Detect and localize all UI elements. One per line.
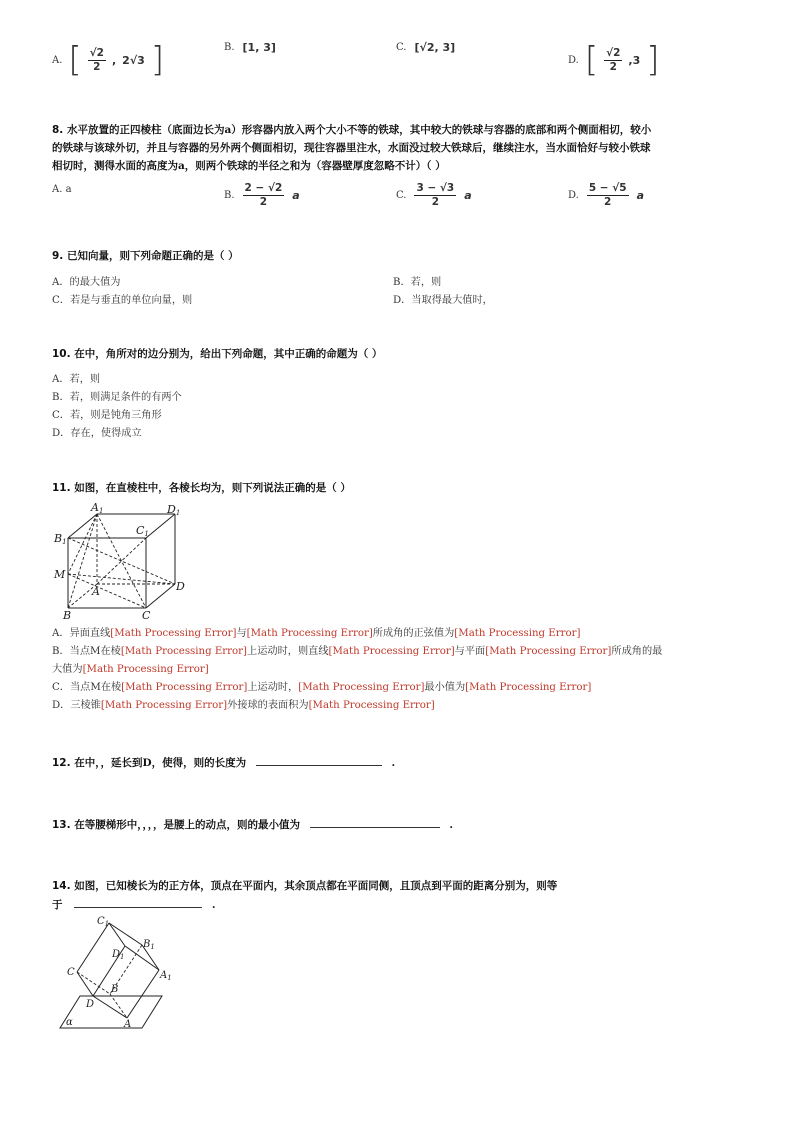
q12-period: . <box>391 757 396 769</box>
q7-option-c <box>396 41 455 54</box>
q7-b-label: B. <box>224 42 235 53</box>
edge-c1-b1 <box>109 923 142 945</box>
q10-stem <box>52 345 382 363</box>
q13-text: 在等腰梯形中，，，，是腰上的动点，则的最小值为 <box>74 819 301 831</box>
q7-d-fraction <box>604 47 622 74</box>
q11-prism-figure <box>50 500 190 620</box>
q11-d-text-2: 外接球的表面积为 <box>227 700 309 711</box>
label-d1: D1 <box>167 503 181 517</box>
q10-option-a: A．若，则 <box>52 374 101 385</box>
q8-b-denominator: 2 <box>259 196 268 208</box>
math-error: [Math Processing Error] <box>298 682 425 693</box>
hidden-line-a-c1 <box>97 538 146 584</box>
math-error: [Math Processing Error] <box>100 700 228 711</box>
q9-option-d: D．当取得最大值时， <box>393 295 493 306</box>
q11-b-text-2: 上运动时，则直线 <box>247 646 329 657</box>
math-error: [Math Processing Error] <box>308 700 435 711</box>
q12-text: 在中，，延长到D，使得，则的长度为 <box>74 757 247 769</box>
q12-number: 12. <box>52 757 71 769</box>
label-c: C <box>142 609 151 620</box>
q8-c-denominator: 2 <box>431 196 439 208</box>
edge-a1-b1 <box>68 514 97 538</box>
q7-a-separator: , <box>111 53 117 67</box>
q8-c-numerator: 3 − √3 <box>416 182 455 194</box>
q11-b-text-1: B．当点M在棱 <box>52 646 121 657</box>
q9-number: 9. <box>52 250 64 262</box>
q7-c-value: [√2, 3] <box>414 41 456 54</box>
q7-a-label: A. <box>52 54 63 66</box>
left-bracket: [ <box>68 40 82 80</box>
q14-line-1: 如图，已知棱长为的正方体，顶点在平面内，其余顶点都在平面同侧，且顶点到平面的距离分别为，则等 <box>74 880 558 892</box>
q11-option-c <box>52 679 591 697</box>
math-error: [Math Processing Error] <box>110 628 237 639</box>
label-c: C <box>67 967 75 978</box>
q8-b-variable: a <box>292 189 300 202</box>
math-error: [Math Processing Error] <box>120 646 248 657</box>
q8-c-fraction <box>414 182 456 209</box>
q8-line-2: 的铁球与该球外切，并且与容器的另外两个侧面相切，现往容器里注水，水面没过较大铁球后，继续注水，当水面恰好与较小铁球 <box>52 142 651 154</box>
q8-stem <box>52 121 752 175</box>
q8-option-b <box>224 182 300 209</box>
q9-option-b: B．若，则 <box>393 277 442 288</box>
q11-b-text-5: 大值为 <box>52 664 83 675</box>
q7-d-upper: ,3 <box>628 53 641 67</box>
q12-stem <box>52 753 395 772</box>
right-bracket: ] <box>646 40 660 80</box>
edge-a1-a <box>127 970 159 1018</box>
label-m: M <box>54 568 66 581</box>
q8-line-1: 水平放置的正四棱柱（底面边长为a）形容器内放入两个大小不等的铁球，其中较大的铁球与容器的底部和两个侧面相切，较小 <box>66 124 652 136</box>
q7-d-denominator: 2 <box>609 60 617 73</box>
q8-d-fraction <box>587 182 629 209</box>
q7-option-b <box>224 41 276 54</box>
edge-c1-c <box>77 923 109 972</box>
math-error: [Math Processing Error] <box>485 646 612 657</box>
q11-a-text-2: 与 <box>236 628 247 639</box>
label-b1: $B_1$ <box>143 939 155 951</box>
label-d: D <box>86 999 95 1010</box>
q10-option-b: B．若，则满足条件的有两个 <box>52 392 182 403</box>
q8-line-3: 相切时，测得水面的高度为a，则两个铁球的半径之和为（容器壁厚度忽略不计）（ ） <box>52 160 446 172</box>
q14-stem <box>52 877 557 914</box>
label-a: A <box>124 1019 132 1030</box>
q11-c-text-1: C．当点M在棱 <box>52 682 122 693</box>
q7-option-a <box>52 40 164 80</box>
q8-d-variable: a <box>636 189 645 202</box>
q7-option-d <box>568 40 660 80</box>
math-error: [Math Processing Error] <box>465 682 592 693</box>
q8-c-label: C. <box>396 190 407 201</box>
label-a: A <box>92 585 100 598</box>
q14-line-2: 于 <box>52 899 63 911</box>
q8-b-label: B. <box>224 190 235 201</box>
q11-b-text-4: 所成角的最 <box>611 646 663 657</box>
q9-option-a: A．的最大值为 <box>52 277 121 288</box>
q7-a-numerator: √2 <box>89 46 104 59</box>
q13-stem <box>52 815 453 834</box>
q12-answer-blank[interactable] <box>256 753 382 766</box>
q11-stem <box>52 479 351 497</box>
math-error: [Math Processing Error] <box>82 664 209 675</box>
q7-c-label: C. <box>396 42 407 53</box>
label-b: B <box>63 609 72 620</box>
q8-d-numerator: 5 − √5 <box>588 182 627 194</box>
q9-text: 已知向量，则下列命题正确的是（ ） <box>66 250 239 262</box>
q7-a-denominator: 2 <box>93 60 101 73</box>
hidden-line-b1-d <box>68 538 175 584</box>
q11-option-d <box>52 697 435 715</box>
edge-d-a <box>93 996 127 1018</box>
q7-d-numerator: √2 <box>606 46 621 59</box>
q10-text: 在中，角所对的边分别为，给出下列命题，其中正确的命题为（ ） <box>74 348 383 360</box>
q10-option-c: C．若，则是钝角三角形 <box>52 410 162 421</box>
label-alpha: α <box>66 1017 73 1028</box>
math-error: [Math Processing Error] <box>121 682 248 693</box>
q10-number: 10. <box>52 348 71 360</box>
hidden-edge-b-a <box>110 994 127 1018</box>
q8-option-c <box>396 182 472 209</box>
label-c1: C1 <box>136 524 149 538</box>
math-error: [Math Processing Error] <box>246 628 373 639</box>
label-c1: $C_1$ <box>97 916 110 928</box>
q10-option-d: D．存在，使得成立 <box>52 428 142 439</box>
label-b1: B1 <box>54 532 67 546</box>
q11-a-text-1: A．异面直线 <box>52 628 111 639</box>
q8-b-fraction <box>243 182 285 209</box>
q8-option-d <box>568 182 644 209</box>
q11-option-b-line-2 <box>52 661 209 679</box>
hidden-line-m-c <box>68 574 146 608</box>
q11-option-a <box>52 625 580 643</box>
label-b: B <box>111 984 119 995</box>
q11-d-text-1: D．三棱锥 <box>52 700 101 711</box>
q13-period: . <box>449 819 453 831</box>
q7-a-fraction <box>88 47 106 74</box>
q11-c-text-3: 最小值为 <box>424 682 466 693</box>
math-error: [Math Processing Error] <box>328 646 455 657</box>
q8-d-denominator: 2 <box>604 196 612 208</box>
edge-c-d <box>77 972 93 996</box>
q8-d-label: D. <box>568 190 579 201</box>
label-d1: $D_1$ <box>112 949 125 961</box>
plane-alpha <box>60 996 162 1028</box>
q11-c-text-2: 上运动时， <box>247 682 299 693</box>
label-a1: A1 <box>91 501 104 515</box>
edge-c-d <box>146 584 175 608</box>
q9-option-c: C．若是与垂直的单位向量，则 <box>52 295 193 306</box>
q8-number: 8. <box>52 124 64 136</box>
q7-a-upper: 2√3 <box>122 53 145 67</box>
left-bracket: [ <box>584 40 599 80</box>
edge-c1-d1 <box>109 923 125 946</box>
q14-answer-blank[interactable] <box>74 895 202 908</box>
math-error: [Math Processing Error] <box>454 628 581 639</box>
q8-c-variable: a <box>464 189 472 202</box>
edge-c1-d1 <box>146 514 175 538</box>
q11-b-text-3: 与平面 <box>454 646 486 657</box>
q11-number: 11. <box>52 482 71 494</box>
q13-number: 13. <box>52 819 71 831</box>
q9-stem <box>52 247 239 265</box>
q11-option-b <box>52 643 662 661</box>
q11-text: 如图，在直棱柱中，各棱长均为，则下列说法正确的是（ ） <box>74 482 351 494</box>
right-bracket: ] <box>150 40 165 80</box>
q8-option-a: A. a <box>52 184 72 195</box>
q8-b-numerator: 2 − √2 <box>244 182 283 194</box>
q14-period: . <box>211 899 216 911</box>
q13-answer-blank[interactable] <box>310 815 440 828</box>
q7-d-label: D. <box>568 54 579 66</box>
hidden-edge-c-b <box>77 972 110 994</box>
q14-cube-figure <box>50 912 190 1034</box>
label-a1: $A_1$ <box>160 970 172 982</box>
q14-number: 14. <box>52 880 71 892</box>
label-d: D <box>176 580 185 593</box>
q11-a-text-3: 所成角的正弦值为 <box>372 628 455 639</box>
q7-b-value: [1, 3] <box>242 41 276 54</box>
hidden-line-m-d <box>68 574 175 584</box>
